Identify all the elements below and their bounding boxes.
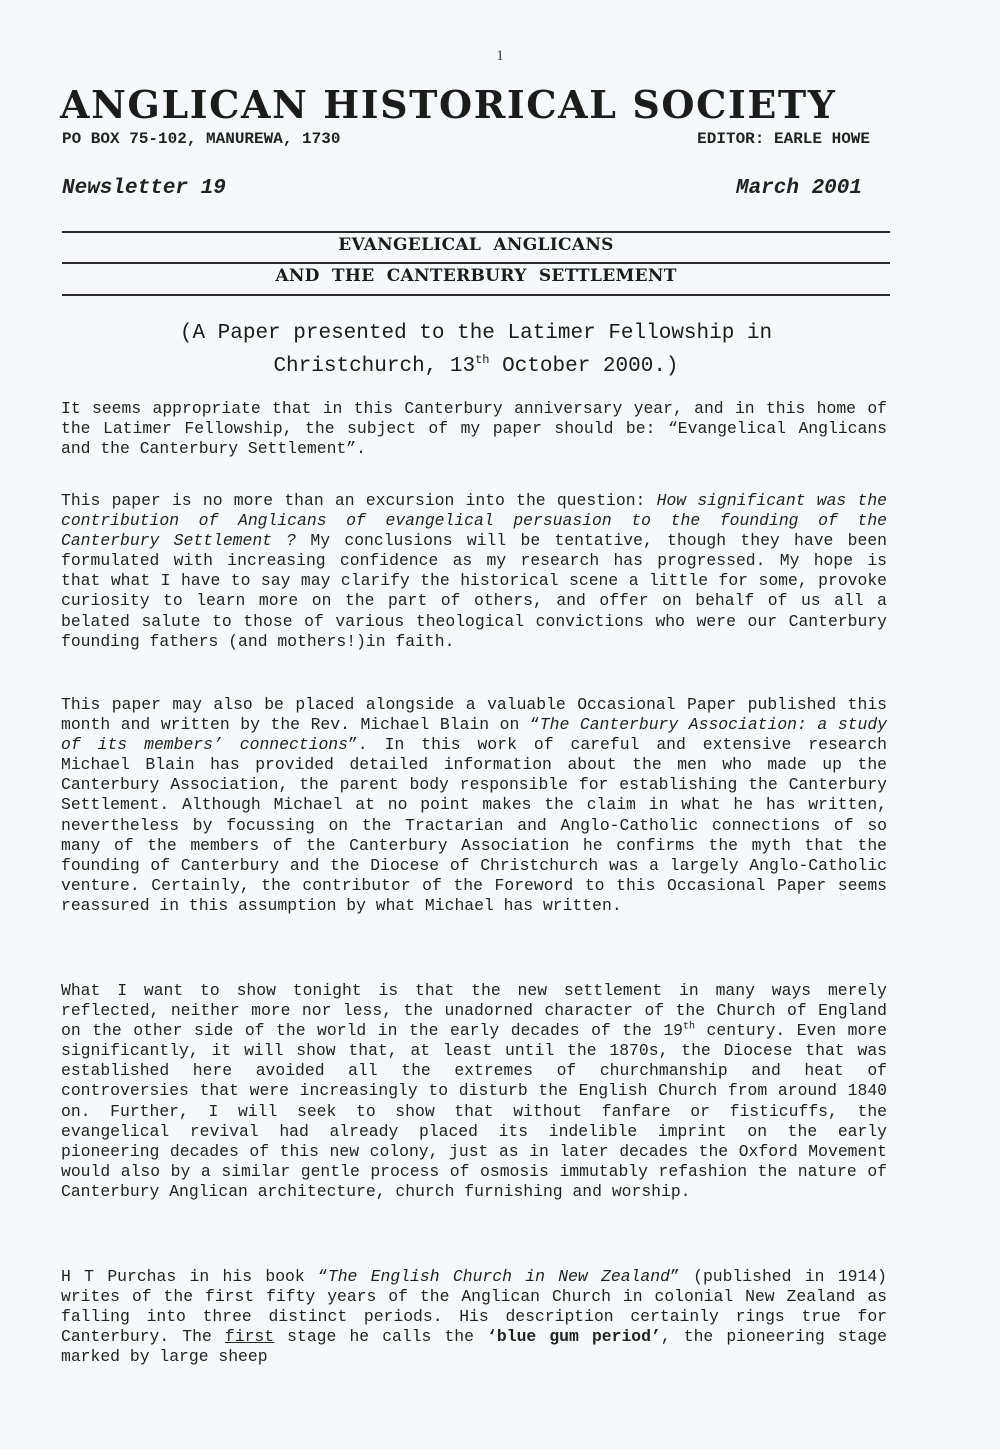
paragraph-3 — [61, 695, 887, 916]
text-run: This paper may also be placed alongside a valuable Occasional Paper published this month and written by the Rev. Michael Blain on “ — [61, 695, 887, 735]
text-run: H T Purchas in his book “ — [61, 1267, 328, 1286]
text-run: What I want to show tonight is that the new settlement in many ways merely reflected, neither more nor less, the unadorned character of the Church of England on the other side of the world in the early decades of the 19 — [61, 981, 887, 1041]
headline-line-1: EVANGELICAL ANGLICANS — [338, 235, 614, 255]
text-run: This paper is no more than an excursion into the question: — [61, 491, 657, 510]
issue-line — [62, 177, 862, 200]
masthead-title: ANGLICAN HISTORICAL SOCIETY — [60, 82, 837, 127]
paragraph-text: It seems appropriate that in this Canterbury anniversary year, and in this home of the Latimer Fellowship, the subject of my paper should be: “Evangelical Anglicans and the Canterbury Settlement”. — [61, 399, 887, 459]
paragraph-4 — [61, 981, 887, 1202]
headline-line-2: AND THE CANTERBURY SETTLEMENT — [275, 266, 677, 286]
page-number: 1 — [496, 48, 504, 64]
subtitle-text: October 2000.) — [489, 355, 679, 378]
ordinal-suffix: th — [683, 1021, 696, 1033]
article-subtitle — [62, 320, 890, 380]
divider-rule — [62, 231, 890, 233]
divider-rule — [62, 262, 890, 264]
paragraph-text — [61, 491, 887, 652]
subtitle-line-1: (A Paper presented to the Latimer Fellowship in — [179, 322, 773, 345]
paragraph-5 — [61, 1267, 887, 1367]
text-run: My conclusions will be tentative, though they have been formulated with increasing confidence as my research has progressed. My hope is that what I have to say may clarify the historical scene a little for some, provoke curiosity to learn more on the part of others, and offer on behalf of us all a belated salute to those of various theological convictions who were our Canterbury founding fathers (and mothers!)in faith. — [61, 531, 887, 651]
ordinal-suffix: th — [475, 353, 490, 367]
editor-credit: EDITOR: EARLE HOWE — [697, 130, 870, 148]
subtitle-text: Christchurch, 13 — [273, 355, 476, 378]
bold-term: ‘blue gum period’ — [487, 1327, 661, 1347]
text-run: ”. In this work of careful and extensive research Michael Blain has provided detailed information about the men who made up the Canterbury Association, the parent body responsible for establishing the Canterbury Settlement. Although Michael at no point makes the claim in what he has written, nevertheless by focussing on the Tractarian and Anglo-Catholic connections of so many of the members of the Canterbury Association he confirms the myth that the founding of Canterbury and the Diocese of Christchurch was a largely Anglo-Catholic venture. Certainly, the contributor of the Foreword to this Occasional Paper seems reassured in this assumption by what Michael has written. — [61, 735, 887, 915]
italic-book-title: The English Church in New Zealand — [327, 1267, 670, 1286]
issue-date: March 2001 — [735, 177, 862, 200]
society-address: PO BOX 75-102, MANUREWA, 1730 — [62, 130, 341, 148]
italic-title: The Canterbury Association: a study of its members’ connections — [61, 715, 887, 755]
newsletter-issue: Newsletter 19 — [62, 177, 226, 200]
text-run: ” (published in 1914) writes of the first fifty years of the Anglican Church in colonial New Zealand as falling into three distinct periods. His description certainly rings true for Canterbury. The — [61, 1267, 887, 1347]
paragraph-text — [61, 1267, 887, 1367]
text-run: , the pioneering stage marked by large sheep — [61, 1327, 887, 1367]
paragraph-2 — [61, 491, 887, 652]
divider-rule — [62, 294, 890, 296]
subtitle-line-2 — [62, 347, 890, 380]
paragraph-text — [61, 695, 887, 916]
paragraph-1 — [61, 399, 887, 459]
paragraph-text — [61, 981, 887, 1202]
masthead-subline — [62, 130, 870, 148]
text-run: stage he calls the — [274, 1327, 488, 1347]
underlined-word: first — [224, 1327, 275, 1347]
text-run: century. Even more significantly, it will show that, at least until the 1870s, the Diocese that was established here avoided all the extremes of churchmanship and heat of controversies that were increasingly to disturb the English Church from around 1840 on. Further, I will seek to show that without fanfare or fisticuffs, the evangelical revival had already placed its indelible imprint on the early pioneering decades of this new colony, just as in later decades the Oxford Movement would also by a similar gentle process of osmosis immutably refashion the nature of Canterbury Anglican architecture, church furnishing and worship. — [61, 1021, 887, 1201]
italic-question: How significant was the contribution of Anglicans of evangelical persuasion to the founding of the Canterbury Settlement ? — [61, 491, 888, 551]
